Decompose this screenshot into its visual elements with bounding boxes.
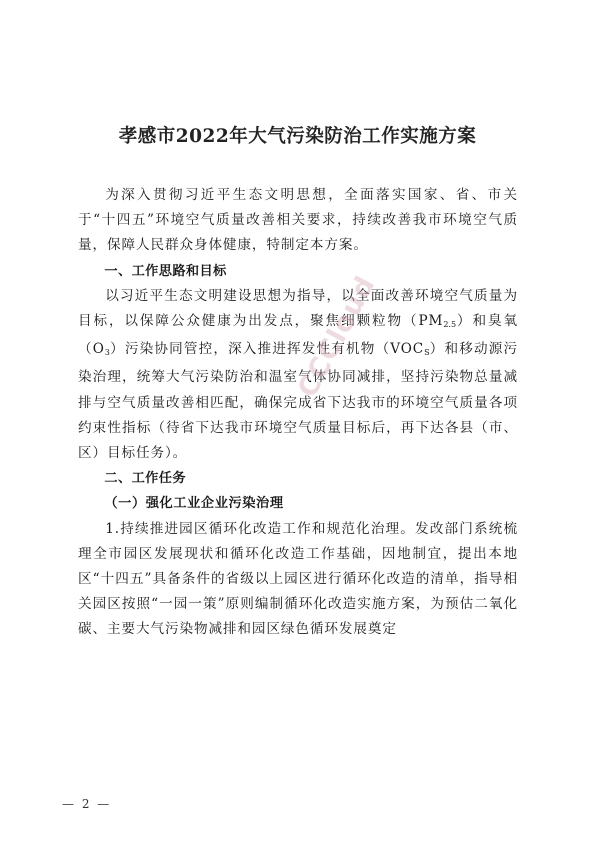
pm-subscript: 2.5 [443,320,457,330]
subsection1-heading: （一）强化工业企业污染治理 [104,496,284,512]
watermark: CCCloud [292,270,382,403]
item1-paragraph: 1.持续推进园区循环化改造工作和规范化治理。发改部门系统梳理全市园区发展现状和循环化改造工作基础，因地制宜，提出本地区“十四五”具备条件的省级以上园区进行循环化改造的清单，指导相关园区按照“一园一策”原则编制循环化改造实施方案，为预估二氧化碳、主要大气污染物减排和园区绿色循环发展奠定 [78,520,518,638]
o3-subscript: 3 [104,348,110,358]
section1-text-a: 以习近平生态文明建设思想为指导，以全面改善环境空气质量为目标，以保障公众健康为出发点，聚焦细颗粒物（PM [78,287,518,330]
intro-paragraph: 为深入贯彻习近平生态文明思想，全面落实国家、省、市关于“十四五”环境空气质量改善相关要求，持续改善我市环境空气质量，保障人民群众身体健康，特制定本方案。 [78,187,518,254]
voc-subscript: S [424,348,430,358]
section1-heading: 一、工作思路和目标 [104,263,227,279]
document-title: 孝感市2022年大气污染防治工作实施方案 [118,126,477,147]
section1-paragraph [78,284,518,466]
page-number: — 2 — [62,797,112,811]
section1-text-c: ）污染协同管控，深入推进挥发性有机物（VOC [109,341,425,358]
section1-text-b: ）和臭氧（O [78,313,518,358]
document-body [78,183,518,643]
section1-text-d: ）和移动源污染治理，统筹大气污染防治和温室气体协同减排，坚持污染物总量减排与空气质量改善相匹配，确保完成省下达我市的环境空气质量各项约束性指标（待省下达我市环境空气质量目标后，再下达各县（市、区）目标任务）。 [78,341,518,462]
section2-heading: 二、工作任务 [104,471,186,487]
